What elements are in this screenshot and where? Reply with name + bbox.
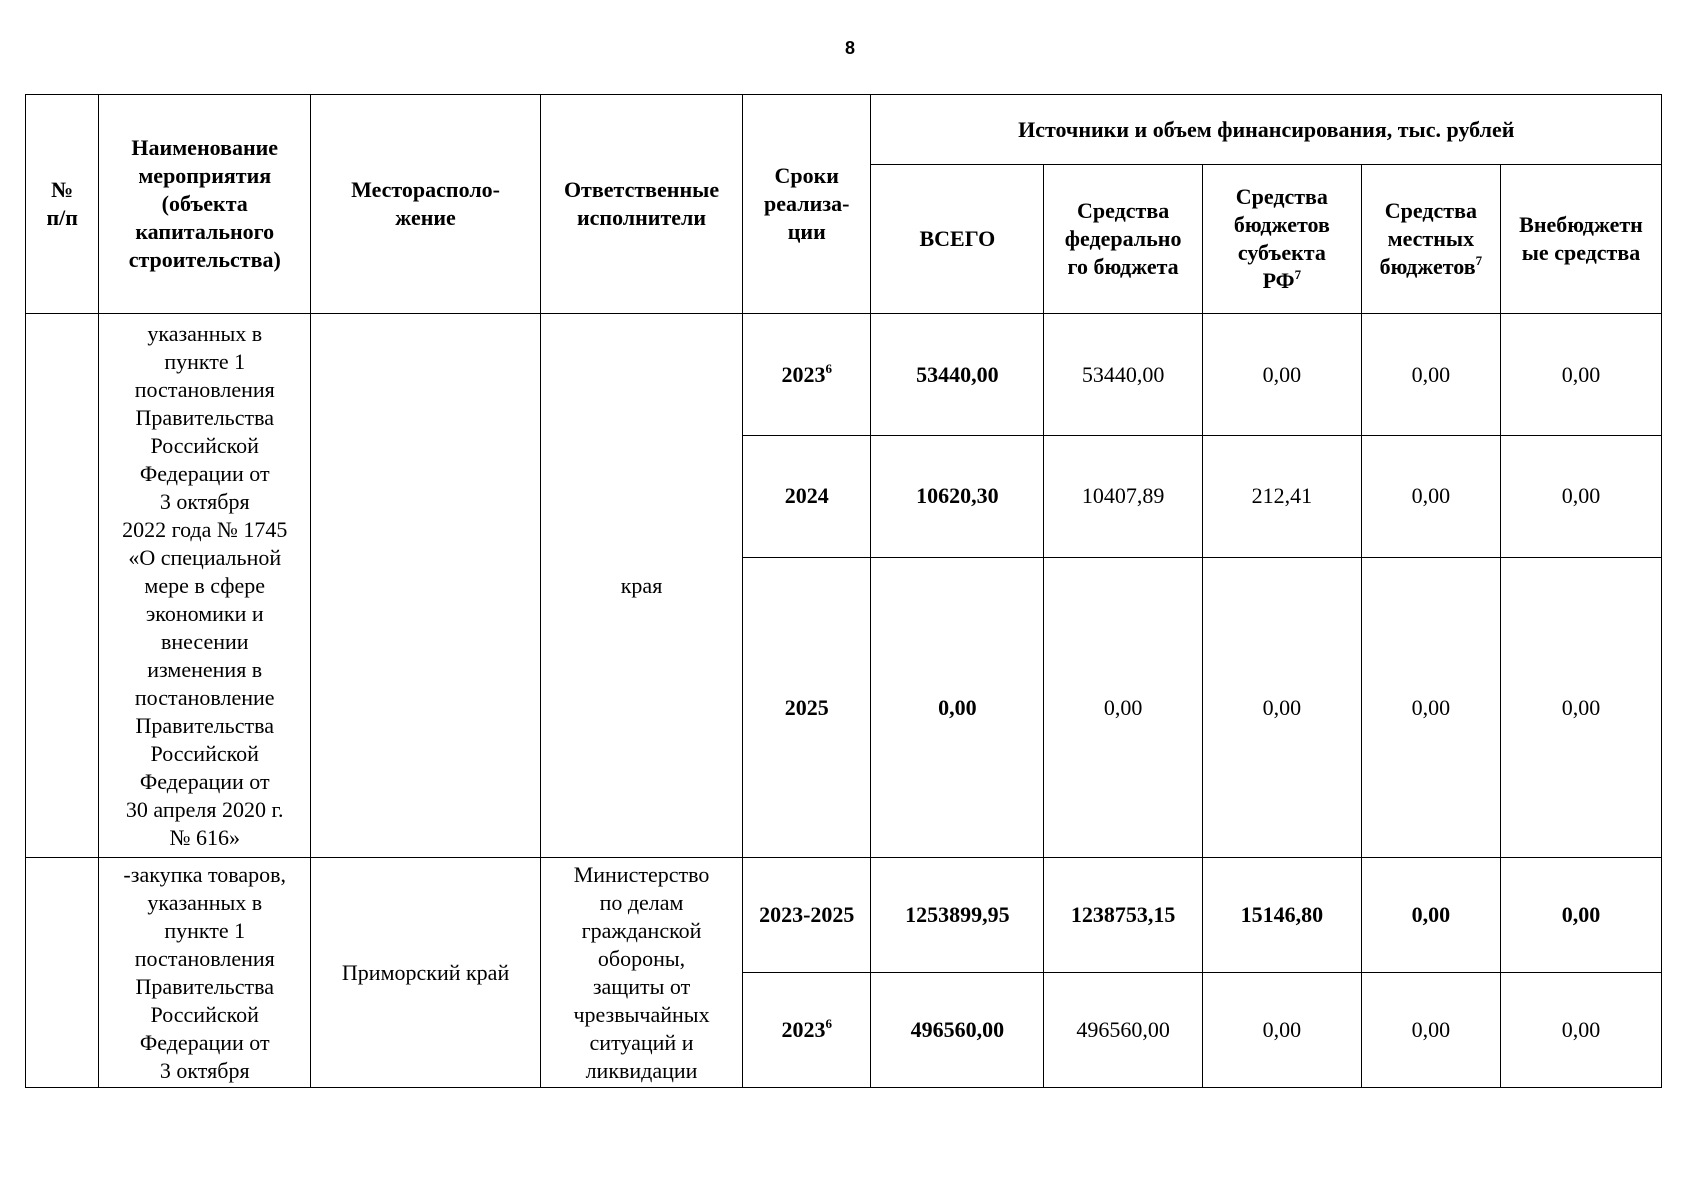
local-cell: 0,00 [1361, 557, 1500, 858]
year-cell: 2024 [742, 436, 871, 558]
local-cell: 0,00 [1361, 858, 1500, 973]
federal-cell: 496560,00 [1044, 973, 1203, 1088]
total-cell: 10620,30 [871, 436, 1044, 558]
subject-cell: 0,00 [1202, 973, 1361, 1088]
header-number: № п/п [26, 95, 99, 314]
extrabudgetary-cell: 0,00 [1501, 858, 1662, 973]
subject-cell: 15146,80 [1202, 858, 1361, 973]
location-cell: Приморский край [311, 858, 541, 1088]
header-name: Наименование мероприятия (объекта капитального строительства) [99, 95, 311, 314]
local-cell: 0,00 [1361, 314, 1500, 436]
responsible-cell: края [541, 314, 743, 858]
subject-cell: 212,41 [1202, 436, 1361, 558]
funding-table [25, 94, 1662, 1088]
responsible-cell: Министерство по делам гражданской обороны, защиты от чрезвычайных ситуаций и ликвидации [541, 858, 743, 1088]
header-period: Сроки реализа- ции [742, 95, 871, 314]
extrabudgetary-cell: 0,00 [1501, 314, 1662, 436]
header-funding-sources: Источники и объем финансирования, тыс. рублей [871, 95, 1662, 165]
federal-cell: 0,00 [1044, 557, 1203, 858]
table-row [26, 858, 1662, 973]
footnote-mark: 7 [1294, 267, 1302, 283]
row-number-cell [26, 314, 99, 858]
local-cell: 0,00 [1361, 973, 1500, 1088]
header-local: Средства местных бюджетов$^7$ [1361, 165, 1500, 314]
header-row-1 [26, 95, 1662, 165]
total-cell: 1253899,95 [871, 858, 1044, 973]
header-extrabudgetary: Внебюджетн ые средства [1501, 165, 1662, 314]
footnote-mark: 6 [825, 360, 832, 376]
table-row [26, 314, 1662, 436]
federal-cell: 10407,89 [1044, 436, 1203, 558]
header-responsible: Ответственные исполнители [541, 95, 743, 314]
footnote-mark: 6 [825, 1016, 832, 1032]
measure-name-cell: указанных в пункте 1 постановления Правительства Российской Федерации от 3 октября 2022 года № 1745 «О специальной мере в сфере экономики и внесении изменения в постановление Правительства Российской Федерации от 30 апреля 2020 г. № 616» [99, 314, 311, 858]
federal-cell: 1238753,15 [1044, 858, 1203, 973]
year-cell: 2023$^6$ [742, 314, 871, 436]
total-cell: 496560,00 [871, 973, 1044, 1088]
subject-cell: 0,00 [1202, 314, 1361, 436]
extrabudgetary-cell: 0,00 [1501, 973, 1662, 1088]
local-cell: 0,00 [1361, 436, 1500, 558]
extrabudgetary-cell: 0,00 [1501, 557, 1662, 858]
measure-name-cell: -закупка товаров, указанных в пункте 1 постановления Правительства Российской Федерации от 3 октября [99, 858, 311, 1088]
location-cell [311, 314, 541, 858]
federal-cell: 53440,00 [1044, 314, 1203, 436]
page-number: 8 [844, 38, 855, 58]
footnote-mark: 7 [1475, 253, 1483, 269]
header-federal: Средства федерально го бюджета [1044, 165, 1203, 314]
total-cell: 0,00 [871, 557, 1044, 858]
total-cell: 53440,00 [871, 314, 1044, 436]
subject-cell: 0,00 [1202, 557, 1361, 858]
year-cell: 2023$^6$ [742, 973, 871, 1088]
header-subject: Средства бюджетов субъекта $РФ^7$ [1202, 165, 1361, 314]
header-location: Месторасполо- жение [311, 95, 541, 314]
extrabudgetary-cell: 0,00 [1501, 436, 1662, 558]
row-number-cell [26, 858, 99, 1088]
year-cell: 2025 [742, 557, 871, 858]
header-total: ВСЕГО [871, 165, 1044, 314]
year-cell: 2023-2025 [742, 858, 871, 973]
